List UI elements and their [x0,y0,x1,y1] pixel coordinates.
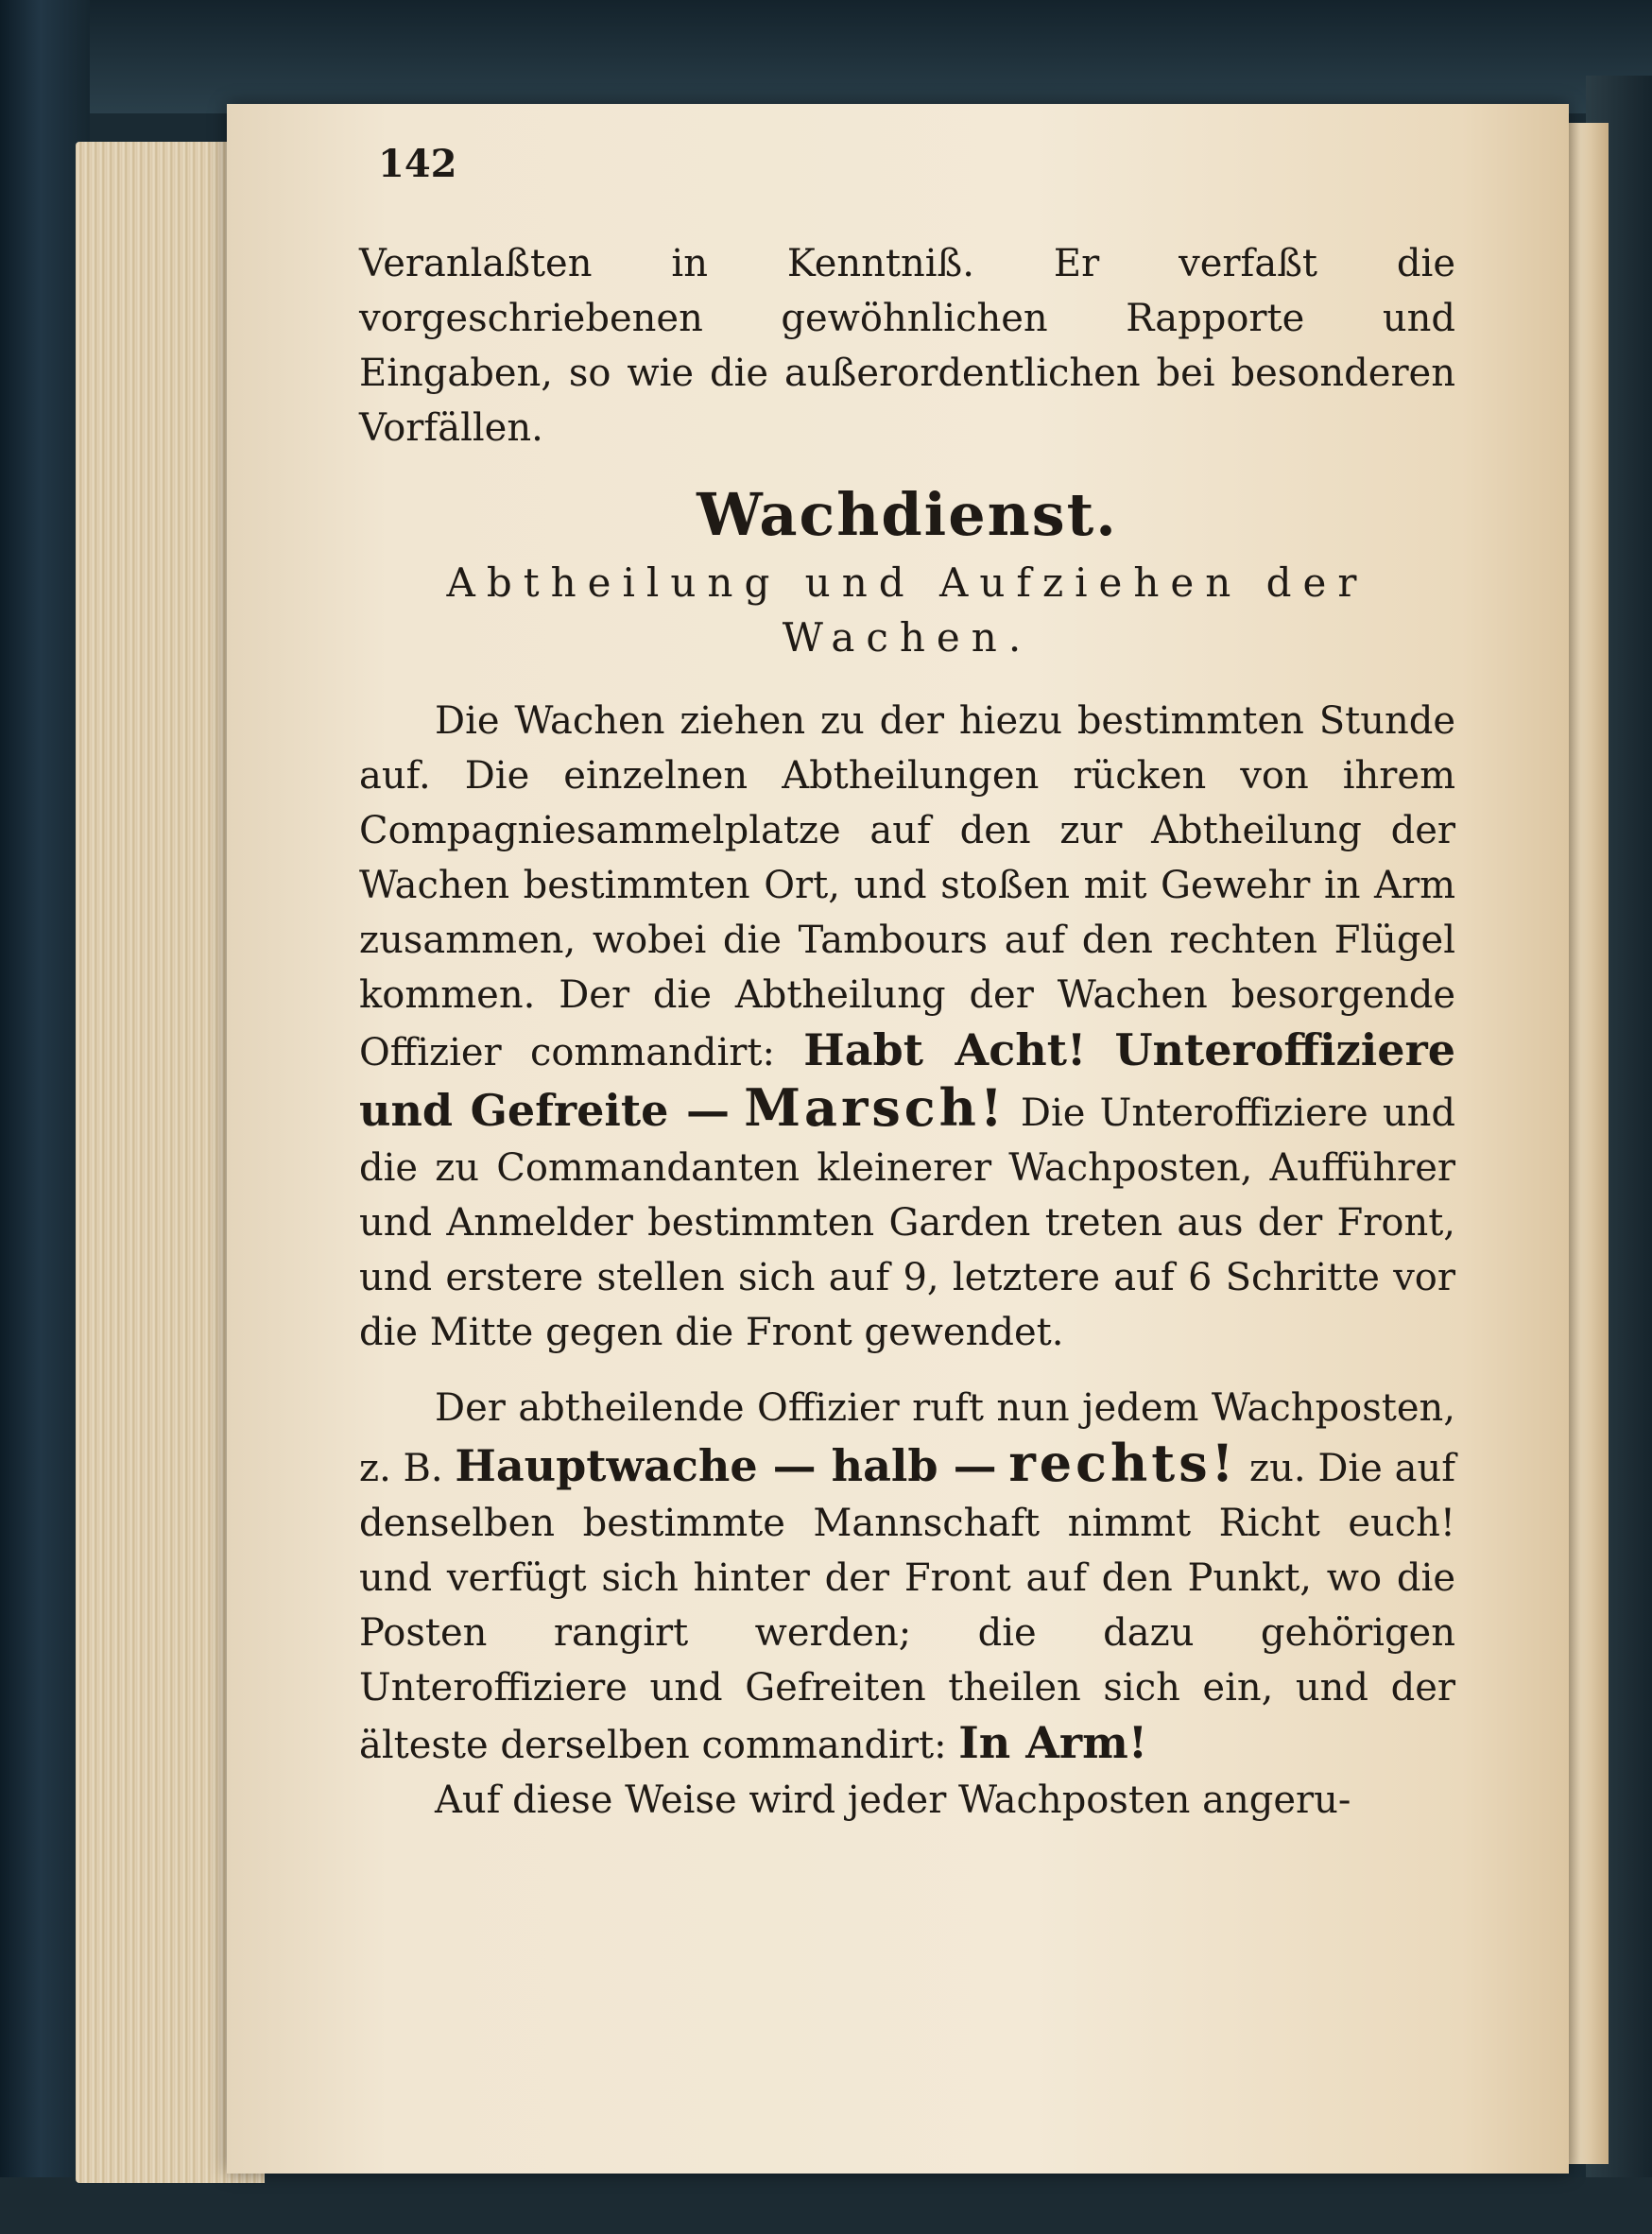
section-title: Wachdienst. [697,480,1118,549]
paragraph-2-continued: zu. Die auf denselben bestimmte Mannschaft nimmt Richt euch! und verfügt sich hinter der Front auf den Punkt, wo die Posten rangirt werden; die dazu gehörigen Unteroffiziere und Gefreiten theilen sich ein, und der älteste derselben commandirt: [359,1447,1455,1767]
command-march: Marsch! [744,1077,1007,1138]
paragraph-1-continued: Die Unteroffiziere und die zu Commandanten kleinerer Wachposten, Aufführer und Anmelder bestimmten Garden treten aus der Front, und erstere stellen sich auf 9, letztere auf 6 Schritte vor die Mitte gegen die Front gewendet. [359,1091,1455,1354]
command-ncos: Unteroffiziere und Gefreite — [359,1024,1456,1136]
section-subtitle: Abtheilung und Aufziehen der Wachen. [446,559,1368,661]
intro-paragraph: Veranlaßten in Kenntniß. Er verfaßt die vorgeschriebenen gewöhnlichen Rapporte und Eingaben, so wie die außerordentlichen bei besonderen Vorfällen. [359,242,1455,450]
paragraph-1 [359,694,1455,1360]
paragraph-1-text: Die Wachen ziehen zu der hiezu bestimmten Stunde auf. Die einzelnen Abtheilungen rücken von ihrem Compagniesammelplatze auf den zur Abtheilung der Wachen bestimmten Ort, und stoßen mit Gewehr in Arm zusammen, wobei die Tambours auf den rechten Flügel kommen. Der die Abtheilung der Wachen besorgende Offizier commandirt: [359,699,1455,1074]
command-right: rechts! [1008,1433,1238,1493]
command-main-guard: Hauptwache — halb — [455,1440,997,1491]
paragraph-3: Auf diese Weise wird jeder Wachposten angeru- [435,1779,1351,1822]
paragraph-2-text: Der abtheilende Offizier ruft nun jedem Wachposten, z. B. [359,1386,1455,1490]
paragraph-2 [359,1381,1455,1773]
command-in-arm: In Arm! [958,1717,1148,1768]
book-cover-bottom [0,2177,1652,2234]
page-number: 142 [378,142,457,186]
page-text-block [359,236,1455,1828]
book-cover-top [0,0,1652,113]
command-attention: Habt Acht! [803,1024,1087,1075]
